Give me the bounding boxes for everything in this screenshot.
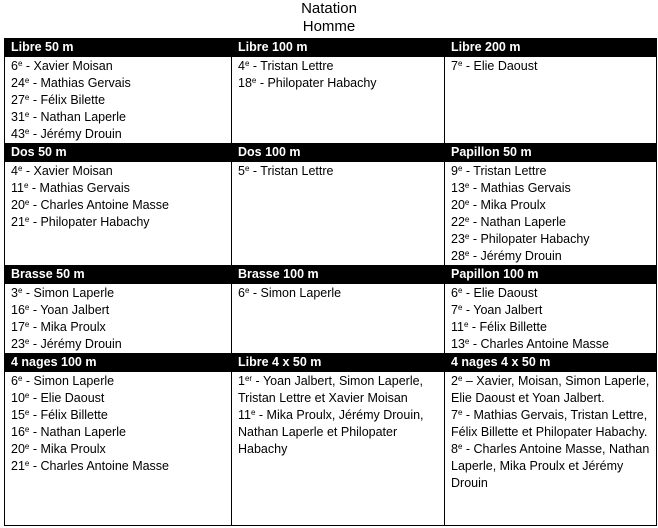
result-entry: [11, 180, 227, 197]
results-cell: [5, 372, 232, 526]
rank-number: 23: [11, 337, 25, 351]
rank-suffix: e: [244, 286, 250, 295]
result-entry: [451, 319, 652, 336]
event-header-row: [5, 39, 657, 57]
rank-suffix: e: [24, 442, 30, 451]
results-cell: [445, 284, 657, 354]
results-cell: [232, 162, 445, 266]
athlete-names: - Jérémy Drouin: [469, 249, 562, 263]
result-entry: [11, 109, 227, 126]
rank-suffix: e: [464, 215, 470, 224]
rank-number: 6: [238, 286, 245, 300]
results-table: [4, 38, 657, 526]
event-header: Libre 200 m: [445, 39, 657, 57]
rank-number: 31: [11, 110, 25, 124]
event-header: Papillon 50 m: [445, 144, 657, 162]
event-header: Papillon 100 m: [445, 266, 657, 284]
rank-number: 9: [451, 164, 458, 178]
athlete-names: - Yoan Jalbert: [462, 303, 543, 317]
athlete-names: - Mathias Gervais: [29, 76, 131, 90]
event-header: 4 nages 100 m: [5, 354, 232, 372]
results-cell: [232, 372, 445, 526]
athlete-names: - Simon Laperle: [22, 374, 115, 388]
athlete-names: - Mika Proulx: [469, 198, 546, 212]
rank-number: 4: [11, 164, 18, 178]
title-block: [0, 0, 658, 36]
rank-number: 3: [11, 286, 18, 300]
rank-number: 20: [451, 198, 465, 212]
rank-suffix: e: [457, 374, 463, 383]
rank-number: 22: [451, 215, 465, 229]
rank-number: 11: [238, 408, 251, 422]
results-cell: [445, 372, 657, 526]
rank-number: 15: [11, 408, 25, 422]
rank-number: 6: [11, 374, 18, 388]
rank-suffix: e: [250, 408, 256, 417]
results-cell: [5, 57, 232, 144]
result-entry: [11, 92, 227, 109]
athlete-names: - Félix Billette: [29, 408, 108, 422]
rank-number: 27: [11, 93, 25, 107]
rank-number: 21: [11, 215, 25, 229]
result-entry: [451, 58, 652, 75]
event-header: Libre 4 x 50 m: [232, 354, 445, 372]
rank-suffix: e: [457, 286, 463, 295]
results-cell: [232, 57, 445, 144]
athlete-names: - Tristan Lettre: [249, 164, 334, 178]
athlete-names: - Tristan Lettre: [462, 164, 547, 178]
result-entry: [11, 163, 227, 180]
result-entry: [451, 163, 652, 180]
rank-number: 13: [451, 181, 465, 195]
result-entry: [11, 126, 227, 143]
rank-suffix: e: [457, 164, 463, 173]
rank-number: 1: [238, 374, 245, 388]
rank-suffix: e: [24, 408, 30, 417]
rank-suffix: e: [457, 442, 463, 451]
result-entry: [451, 441, 652, 492]
event-header: Brasse 50 m: [5, 266, 232, 284]
result-entry: [11, 407, 227, 424]
rank-suffix: e: [17, 374, 23, 383]
rank-number: 16: [11, 425, 25, 439]
athlete-names: - Mathias Gervais, Tristan Lettre, Félix Billette et Philopater Habachy.: [451, 408, 648, 439]
athlete-names: - Nathan Laperle: [29, 425, 126, 439]
results-row: [5, 284, 657, 354]
athlete-names: - Mathias Gervais: [469, 181, 571, 195]
rank-suffix: e: [24, 303, 30, 312]
rank-number: 4: [238, 59, 245, 73]
athlete-names: - Mika Proulx: [29, 442, 106, 456]
athlete-names: - Nathan Laperle: [29, 110, 126, 124]
result-entry: [238, 163, 440, 180]
rank-suffix: e: [24, 215, 30, 224]
rank-suffix: e: [463, 320, 469, 329]
athlete-names: - Simon Laperle: [249, 286, 342, 300]
result-entry: [11, 319, 227, 336]
result-entry: [11, 214, 227, 231]
rank-suffix: e: [24, 110, 30, 119]
rank-number: 17: [11, 320, 25, 334]
athlete-names: - Elie Daoust: [462, 286, 538, 300]
result-entry: [451, 285, 652, 302]
rank-suffix: e: [457, 303, 463, 312]
athlete-names: - Mathias Gervais: [28, 181, 130, 195]
page-subtitle: Homme: [302, 18, 356, 35]
result-entry: [238, 75, 440, 92]
rank-number: 10: [11, 391, 25, 405]
results-cell: [5, 284, 232, 354]
rank-number: 7: [451, 59, 458, 73]
result-entry: [11, 302, 227, 319]
result-entry: [451, 248, 652, 265]
rank-suffix: e: [244, 164, 250, 173]
results-row: [5, 57, 657, 144]
rank-suffix: e: [24, 337, 30, 346]
result-entry: [451, 180, 652, 197]
athlete-names: - Xavier Moisan: [22, 59, 113, 73]
athlete-names: - Charles Antoine Masse: [469, 337, 610, 351]
athlete-names: - Tristan Lettre: [249, 59, 334, 73]
rank-suffix: er: [244, 374, 253, 383]
rank-suffix: e: [24, 76, 30, 85]
result-entry: [451, 302, 652, 319]
results-cell: [445, 57, 657, 144]
result-entry: [11, 58, 227, 75]
athlete-names: - Mika Proulx, Jérémy Drouin, Nathan Laperle et Philopater Habachy: [238, 408, 424, 456]
results-table-body: [5, 39, 657, 526]
event-header: Brasse 100 m: [232, 266, 445, 284]
results-row: [5, 372, 657, 526]
page-title: Natation: [301, 0, 357, 17]
result-entry: [11, 458, 227, 475]
rank-suffix: e: [251, 76, 257, 85]
rank-suffix: e: [464, 232, 470, 241]
rank-suffix: e: [24, 459, 30, 468]
rank-suffix: e: [244, 59, 250, 68]
rank-number: 7: [451, 303, 458, 317]
result-entry: [11, 285, 227, 302]
rank-number: 11: [451, 320, 464, 334]
athlete-names: - Charles Antoine Masse, Nathan Laperle, Mika Proulx et Jérémy Drouin: [451, 442, 650, 490]
rank-suffix: e: [17, 59, 23, 68]
rank-suffix: e: [17, 164, 23, 173]
athlete-names: - Mika Proulx: [29, 320, 106, 334]
rank-number: 2: [451, 374, 458, 388]
rank-suffix: e: [24, 425, 30, 434]
athlete-names: - Philopater Habachy: [29, 215, 150, 229]
result-entry: [451, 373, 652, 407]
result-entry: [238, 285, 440, 302]
athlete-names: - Elie Daoust: [29, 391, 105, 405]
event-header: Dos 50 m: [5, 144, 232, 162]
result-entry: [451, 407, 652, 441]
event-header: Libre 100 m: [232, 39, 445, 57]
rank-suffix: e: [457, 59, 463, 68]
rank-suffix: e: [24, 127, 30, 136]
results-row: [5, 162, 657, 266]
rank-suffix: e: [24, 93, 30, 102]
rank-suffix: e: [17, 286, 23, 295]
rank-number: 21: [11, 459, 25, 473]
result-entry: [238, 407, 440, 458]
rank-number: 6: [11, 59, 18, 73]
athlete-names: - Jérémy Drouin: [29, 127, 122, 141]
rank-number: 28: [451, 249, 465, 263]
result-entry: [11, 390, 227, 407]
rank-suffix: e: [464, 181, 470, 190]
athlete-names: - Félix Billette: [468, 320, 547, 334]
athlete-names: - Philopater Habachy: [469, 232, 590, 246]
rank-number: 8: [451, 442, 458, 456]
rank-suffix: e: [457, 408, 463, 417]
athlete-names: - Yoan Jalbert, Simon Laperle, Tristan Lettre et Xavier Moisan: [238, 374, 424, 405]
rank-suffix: e: [464, 198, 470, 207]
athlete-names: - Félix Bilette: [29, 93, 106, 107]
result-entry: [451, 231, 652, 248]
athlete-names: - Simon Laperle: [22, 286, 115, 300]
rank-suffix: e: [24, 320, 30, 329]
rank-number: 20: [11, 198, 25, 212]
result-entry: [451, 197, 652, 214]
athlete-names: - Xavier Moisan: [22, 164, 113, 178]
athlete-names: - Philopater Habachy: [256, 76, 377, 90]
rank-number: 18: [238, 76, 252, 90]
event-header-row: [5, 266, 657, 284]
result-entry: [238, 58, 440, 75]
event-header-row: [5, 354, 657, 372]
result-entry: [11, 75, 227, 92]
athlete-names: - Charles Antoine Masse: [29, 459, 170, 473]
result-entry: [11, 197, 227, 214]
results-cell: [5, 162, 232, 266]
rank-number: 13: [451, 337, 465, 351]
rank-number: 5: [238, 164, 245, 178]
result-entry: [238, 373, 440, 407]
event-header: Dos 100 m: [232, 144, 445, 162]
rank-number: 7: [451, 408, 458, 422]
result-entry: [451, 214, 652, 231]
event-header: Libre 50 m: [5, 39, 232, 57]
athlete-names: - Yoan Jalbert: [29, 303, 110, 317]
rank-number: 20: [11, 442, 25, 456]
rank-number: 23: [451, 232, 465, 246]
rank-suffix: e: [24, 391, 30, 400]
athlete-names: - Jérémy Drouin: [29, 337, 122, 351]
athlete-names: - Nathan Laperle: [469, 215, 566, 229]
result-entry: [11, 373, 227, 390]
athlete-names: - Elie Daoust: [462, 59, 538, 73]
athlete-names: – Xavier, Moisan, Simon Laperle, Elie Daoust et Yoan Jalbert.: [451, 374, 650, 405]
result-entry: [451, 336, 652, 353]
results-cell: [232, 284, 445, 354]
rank-suffix: e: [464, 249, 470, 258]
event-header-row: [5, 144, 657, 162]
rank-number: 11: [11, 181, 24, 195]
event-header: 4 nages 4 x 50 m: [445, 354, 657, 372]
rank-number: 16: [11, 303, 25, 317]
results-cell: [445, 162, 657, 266]
rank-suffix: e: [464, 337, 470, 346]
rank-number: 43: [11, 127, 25, 141]
result-entry: [11, 424, 227, 441]
result-entry: [11, 441, 227, 458]
rank-number: 6: [451, 286, 458, 300]
rank-suffix: e: [23, 181, 29, 190]
rank-suffix: e: [24, 198, 30, 207]
rank-number: 24: [11, 76, 25, 90]
result-entry: [11, 336, 227, 353]
athlete-names: - Charles Antoine Masse: [29, 198, 170, 212]
